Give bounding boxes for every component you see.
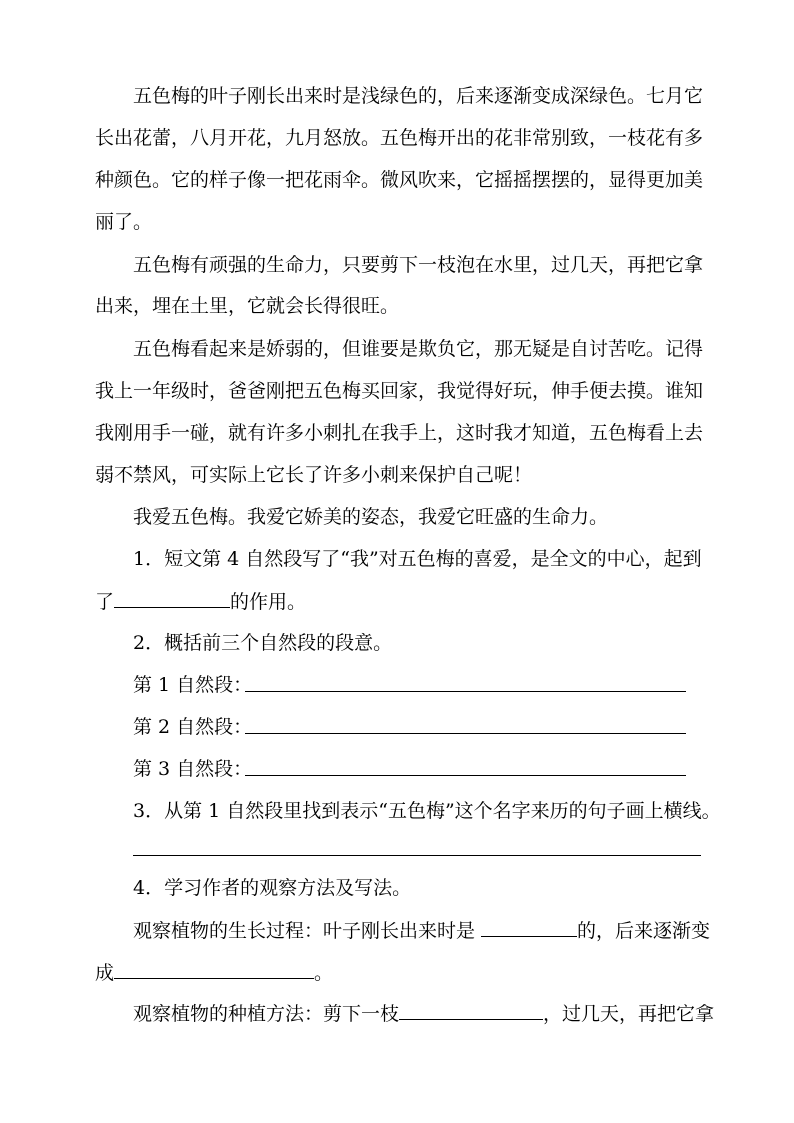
- question-4-growth-mid: 的，后来逐渐变: [577, 920, 711, 942]
- question-2-para3-answer-line[interactable]: [245, 775, 686, 776]
- passage-p3-line4: 弱不禁风，可实际上它长了许多小刺来保护自己呢！: [95, 464, 533, 486]
- question-2-para1-answer-line[interactable]: [245, 691, 686, 692]
- question-4-growth-line2: [95, 960, 333, 985]
- question-4-plant-line: [133, 1001, 714, 1026]
- question-1-answer-blank[interactable]: [114, 589, 230, 608]
- passage-p1-line4: 丽了。: [95, 211, 153, 233]
- passage-p1-line2: 长出花蕾，八月开花，九月怒放。五色梅开出的花非常别致，一枝花有多: [95, 127, 704, 149]
- question-4-plant-blank[interactable]: [399, 1001, 543, 1020]
- question-2-text: 2．概括前三个自然段的段意。: [133, 632, 393, 654]
- question-2-para3-label: 第 3 自然段：: [133, 758, 253, 780]
- question-2-para2-answer-line[interactable]: [245, 733, 686, 734]
- question-4-growth-line2-prefix: 成: [95, 962, 115, 984]
- question-4-growth-blank-2[interactable]: [114, 960, 314, 979]
- passage-p1-line1: 五色梅的叶子刚长出来时是浅绿色的，后来逐渐变成深绿色。七月它: [133, 85, 704, 107]
- question-4-growth-blank-1[interactable]: [481, 918, 577, 937]
- passage-p3-line3: 我刚用手一碰，就有许多小刺扎在我手上，这时我才知道，五色梅看上去: [95, 422, 704, 444]
- question-4-growth-prefix: 观察植物的生长过程：叶子刚长出来时是: [133, 920, 476, 942]
- question-1-prefix: 了: [95, 591, 115, 613]
- question-4-growth-line2-suffix: 。: [314, 962, 334, 984]
- question-2-para1-label: 第 1 自然段：: [133, 674, 253, 696]
- passage-p2-line1: 五色梅有顽强的生命力，只要剪下一枝泡在水里，过几天，再把它拿: [133, 254, 704, 276]
- question-3-text: 3．从第 1 自然段里找到表示“五色梅”这个名字来历的句子画上横线。: [133, 800, 721, 822]
- question-1-text: 1．短文第 4 自然段写了“我”对五色梅的喜爱，是全文的中心，起到: [133, 548, 702, 570]
- question-1-suffix: 的作用。: [230, 591, 307, 613]
- question-3-answer-line[interactable]: [133, 855, 701, 856]
- question-4-plant-prefix: 观察植物的种植方法：剪下一枝: [133, 1003, 400, 1025]
- question-2-para2-label: 第 2 自然段：: [133, 716, 253, 738]
- passage-p2-line2: 出来，埋在土里，它就会长得很旺。: [95, 295, 400, 317]
- passage-p3-line2: 我上一年级时，爸爸刚把五色梅买回家，我觉得好玩，伸手便去摸。谁知: [95, 380, 704, 402]
- question-4-growth-line1: [133, 918, 710, 943]
- question-1-line2: [95, 589, 306, 614]
- passage-p4-line1: 我爱五色梅。我爱它娇美的姿态，我爱它旺盛的生命力。: [133, 506, 609, 528]
- question-4-plant-suffix: ，过几天，再把它拿: [543, 1003, 715, 1025]
- passage-p1-line3: 种颜色。它的样子像一把花雨伞。微风吹来，它摇摇摆摆的，显得更加美: [95, 169, 704, 191]
- question-4-text: 4．学习作者的观察方法及写法。: [133, 877, 412, 899]
- passage-p3-line1: 五色梅看起来是娇弱的，但谁要是欺负它，那无疑是自讨苦吃。记得: [133, 338, 704, 360]
